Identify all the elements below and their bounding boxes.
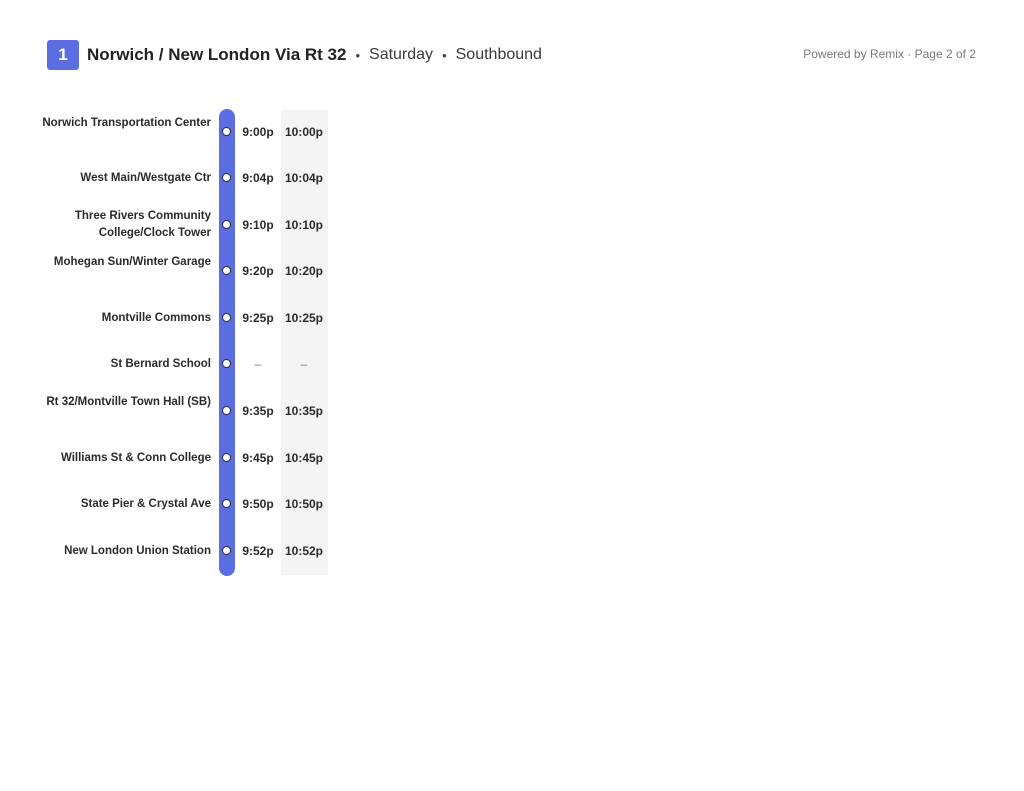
trip-time: 10:10p (284, 218, 324, 232)
trip-time: 9:04p (242, 171, 274, 185)
trip-time-none: – (300, 357, 308, 371)
trip-time: 10:20p (284, 264, 324, 278)
stop-dot (222, 453, 231, 462)
trip-time: 10:35p (284, 404, 324, 418)
route-name: Norwich / New London Via Rt 32 (87, 45, 347, 64)
stop-dot (222, 173, 231, 182)
separator-dot: • (355, 47, 361, 63)
stop-dot (222, 313, 231, 322)
stop-name: Mohegan Sun/Winter Garage (53, 256, 211, 268)
stop-name: State Pier & Crystal Ave (80, 498, 211, 510)
stop-dot (222, 266, 231, 275)
stop-name: New London Union Station (64, 545, 211, 557)
trip-time: 10:52p (284, 544, 324, 558)
stop-dot (222, 220, 231, 229)
trip-time: 9:10p (242, 218, 274, 232)
stop-dot (222, 499, 231, 508)
service-day: Saturday (369, 46, 434, 63)
stop-dot (222, 127, 231, 136)
trip-time: 10:04p (284, 171, 324, 185)
stop-dot (222, 359, 231, 368)
separator-dot: • (442, 47, 447, 63)
trip-time: 10:50p (284, 497, 324, 511)
stop-name: Norwich Transportation Center (42, 117, 211, 129)
stop-name: Rt 32/Montville Town Hall (SB) (46, 396, 211, 408)
trip-time: 9:20p (242, 264, 274, 278)
stop-name: West Main/Westgate Ctr (80, 172, 211, 184)
trip-time-none: – (254, 357, 262, 371)
direction: Southbound (455, 46, 542, 63)
trip-time: 9:50p (242, 497, 274, 511)
stop-name: Montville Commons (101, 312, 211, 324)
stop-name: St Bernard School (110, 358, 211, 370)
stop-name: Three Rivers Community College/Clock Tower (74, 210, 211, 239)
stop-dot (222, 546, 231, 555)
trip-time: 9:25p (242, 311, 274, 325)
stop-name: Williams St & Conn College (60, 452, 211, 464)
stop-dot (222, 406, 231, 415)
route-number-badge: 1 (47, 40, 79, 70)
trip-time: 9:00p (242, 125, 274, 139)
trip-time: 10:00p (284, 125, 324, 139)
trip-time: 10:25p (284, 311, 324, 325)
trip-time: 10:45p (284, 451, 324, 465)
trip-time: 9:35p (242, 404, 274, 418)
trip-time: 9:52p (242, 544, 274, 558)
trip-time: 9:45p (242, 451, 274, 465)
powered-by-page-number: Powered by Remix · Page 2 of 2 (803, 47, 976, 61)
